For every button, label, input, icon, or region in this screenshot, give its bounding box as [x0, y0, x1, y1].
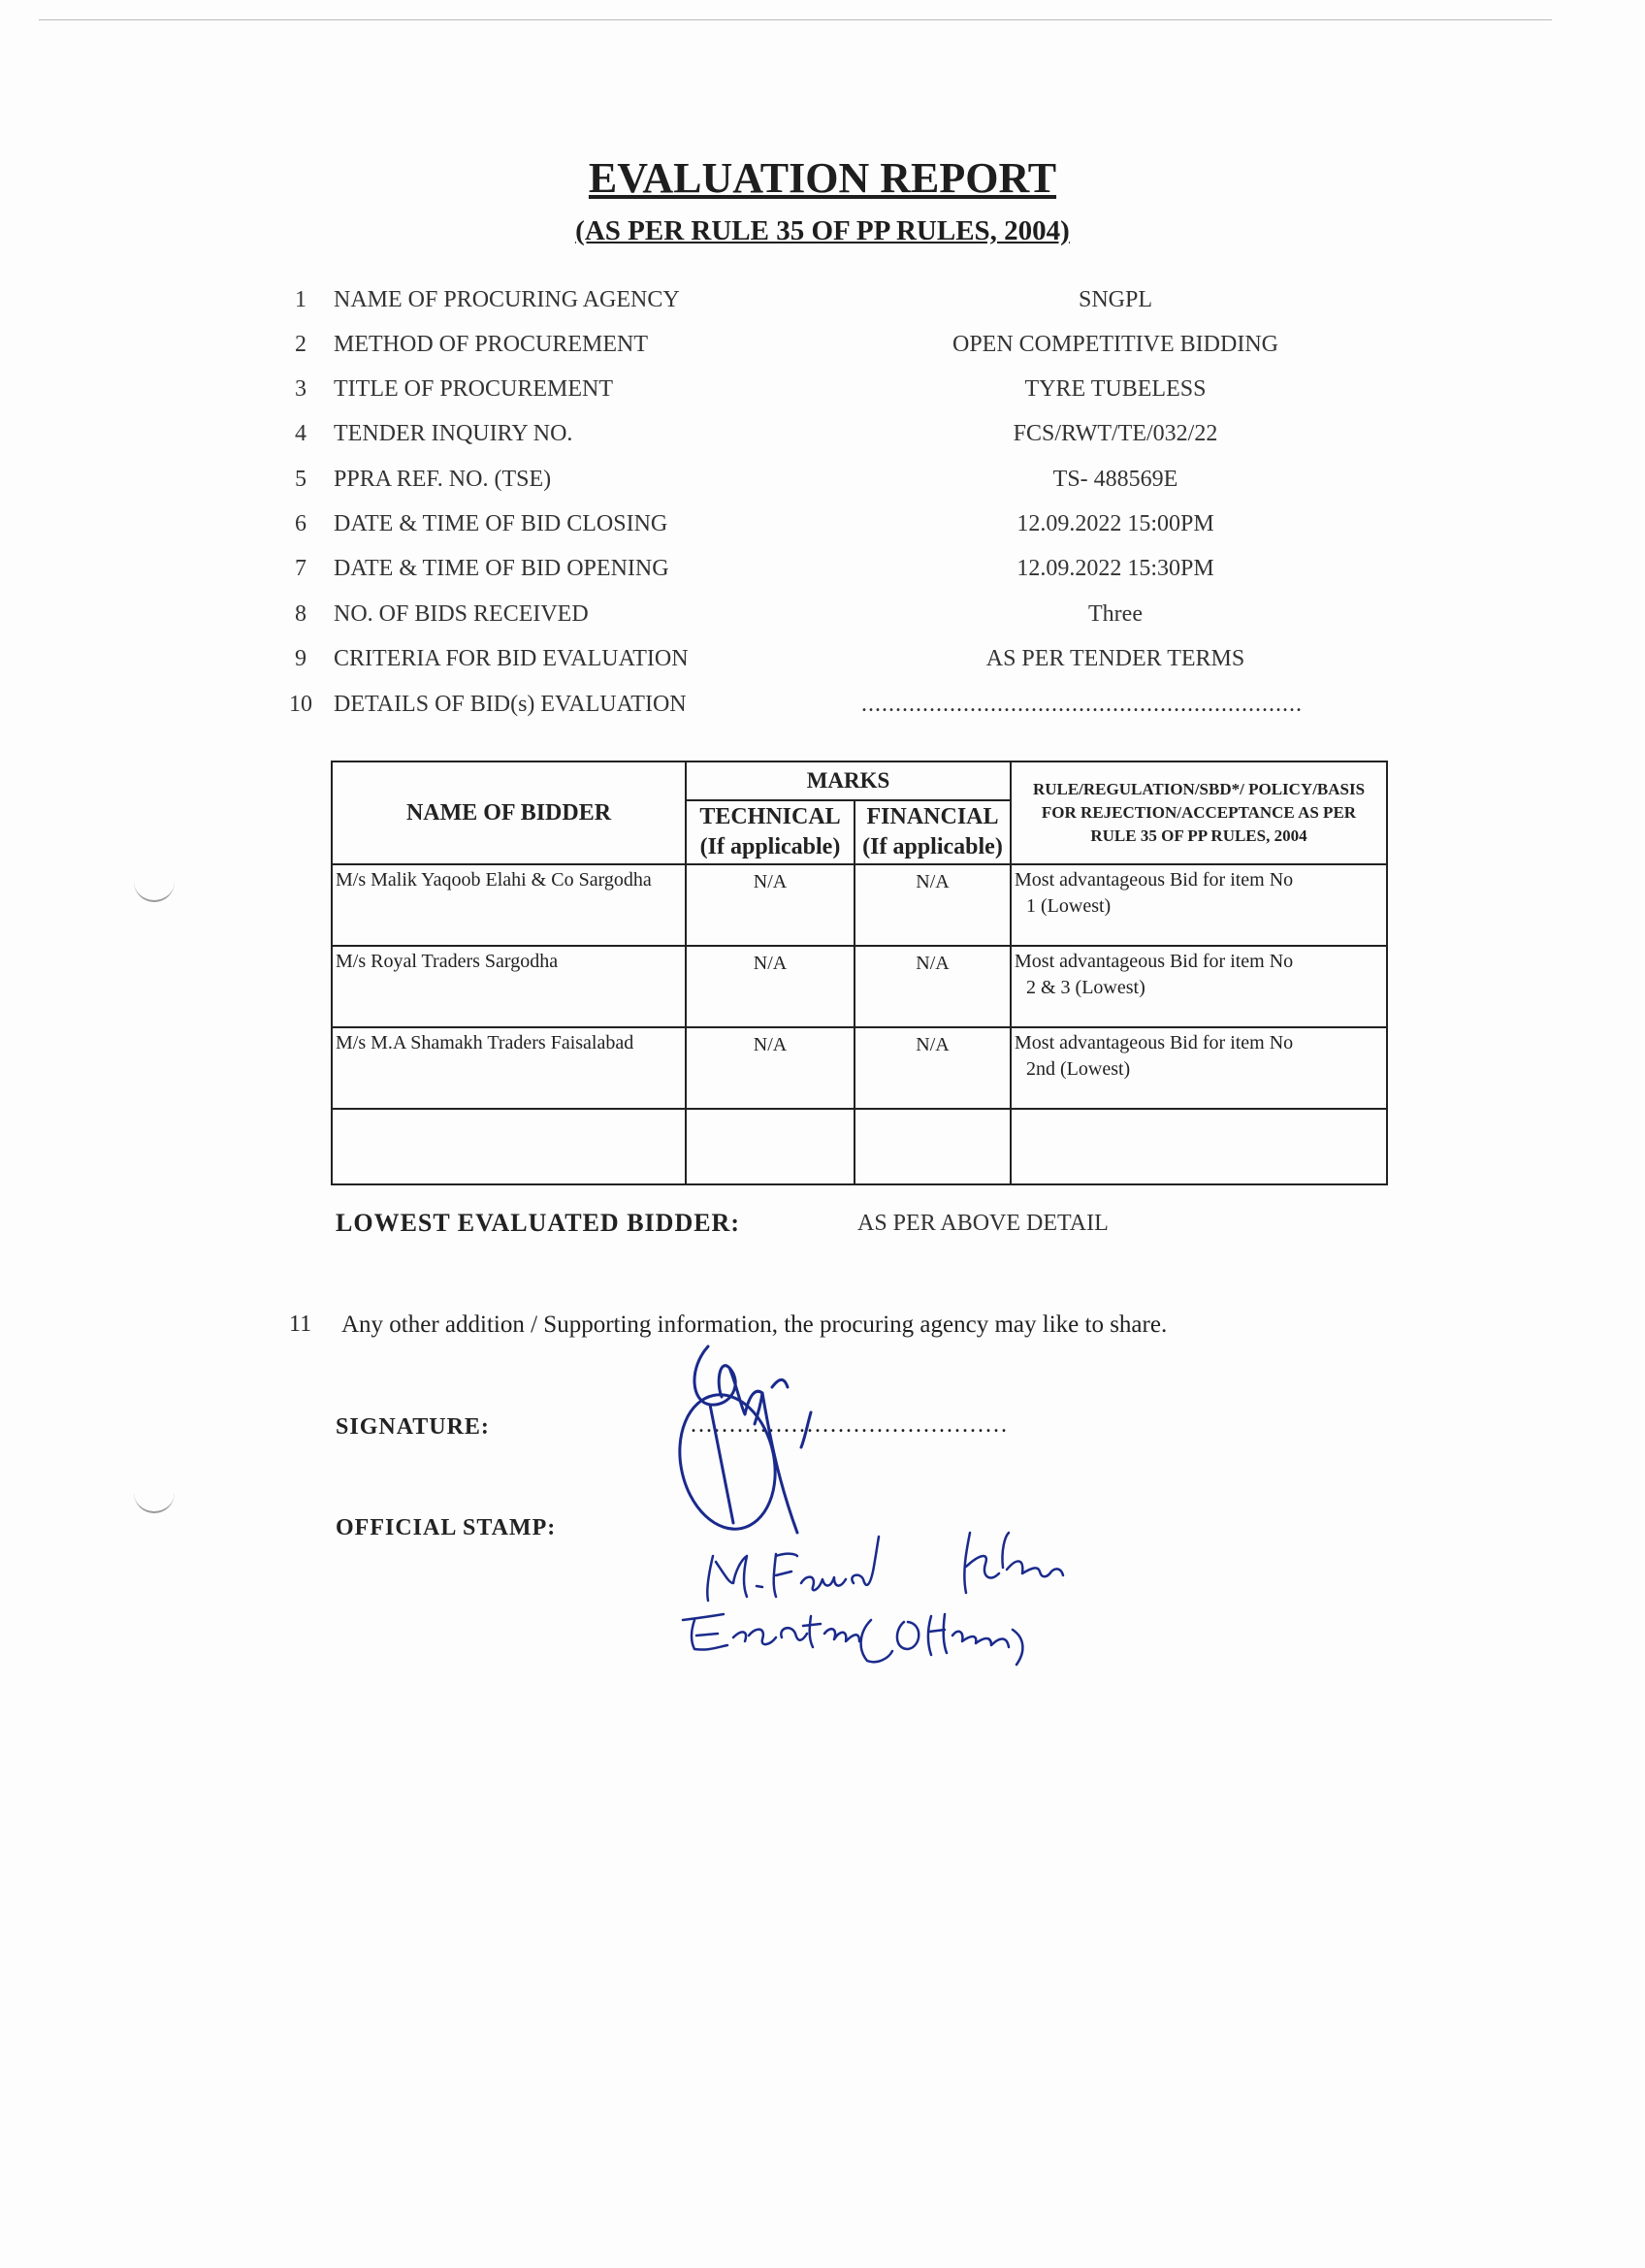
table-row: [332, 946, 1387, 1027]
empty-cell: [855, 1109, 1011, 1184]
row-value: OPEN COMPETITIVE BIDDING: [952, 332, 1278, 357]
report-title: EVALUATION REPORT: [588, 154, 1057, 202]
table-row: [332, 864, 1387, 946]
row-label: NAME OF PROCURING AGENCY: [334, 287, 680, 312]
row-number: 5: [295, 467, 306, 492]
header-technical-label: TECHNICAL: [699, 804, 841, 829]
rule-basis: [1011, 864, 1387, 946]
signature-line: .........................................: [691, 1412, 1009, 1438]
lowest-bidder-value: AS PER ABOVE DETAIL: [857, 1211, 1109, 1236]
signature-label: SIGNATURE:: [336, 1414, 490, 1440]
technical-marks: N/A: [686, 946, 855, 1027]
row-value: 12.09.2022 15:00PM: [1016, 511, 1214, 536]
empty-cell: [686, 1109, 855, 1184]
table-header-row: [332, 761, 1387, 800]
info-row: [0, 556, 1645, 600]
info-row: [0, 511, 1645, 556]
row-label: METHOD OF PROCUREMENT: [334, 332, 649, 357]
row-value: AS PER TENDER TERMS: [985, 646, 1245, 671]
info-row: [0, 332, 1645, 376]
row-label: TITLE OF PROCUREMENT: [334, 376, 613, 402]
row-number: 8: [295, 601, 306, 627]
info-row: [0, 646, 1645, 691]
info-row: [0, 467, 1645, 511]
rule-basis-line: Most advantageous Bid for item No: [1015, 1032, 1294, 1053]
row-number: 6: [295, 511, 306, 536]
table-row-empty: [332, 1109, 1387, 1184]
row-label: NO. OF BIDS RECEIVED: [334, 601, 589, 627]
header-financial-note: (If applicable): [862, 834, 1003, 859]
row-value: Three: [1088, 601, 1143, 627]
row-value: FCS/RWT/TE/032/22: [1013, 421, 1218, 446]
technical-marks: N/A: [686, 1027, 855, 1109]
empty-cell: [1011, 1109, 1387, 1184]
row-value: 12.09.2022 15:30PM: [1016, 556, 1214, 581]
info-row: [0, 376, 1645, 421]
bidder-name: M/s M.A Shamakh Traders Faisalabad: [332, 1027, 686, 1109]
rule-basis: [1011, 1027, 1387, 1109]
row-number: 1: [295, 287, 306, 312]
rule-basis: [1011, 946, 1387, 1027]
technical-marks: N/A: [686, 864, 855, 946]
header-financial: [855, 800, 1011, 864]
info-row: [0, 421, 1645, 466]
rule-basis-line: 2nd (Lowest): [1026, 1058, 1131, 1080]
info-row: [0, 287, 1645, 332]
rule-basis-line: Most advantageous Bid for item No: [1015, 951, 1294, 972]
rule-basis-line: Most advantageous Bid for item No: [1015, 869, 1294, 891]
financial-marks: N/A: [855, 946, 1011, 1027]
punch-hole-mark: [134, 881, 175, 902]
header-financial-label: FINANCIAL: [866, 804, 999, 829]
row-label: DETAILS OF BID(s) EVALUATION: [334, 692, 687, 717]
row-value: TS- 488569E: [1052, 467, 1178, 492]
row-label: TENDER INQUIRY NO.: [334, 421, 573, 446]
row-value-dotted-line: .................................................................: [861, 692, 1303, 717]
info-row: [0, 601, 1645, 646]
row-number: 10: [289, 692, 312, 717]
financial-marks: N/A: [855, 864, 1011, 946]
header-marks: MARKS: [686, 761, 1011, 800]
bid-evaluation-table: [331, 761, 1388, 1185]
empty-cell: [332, 1109, 686, 1184]
header-technical: [686, 800, 855, 864]
row-number: 9: [295, 646, 306, 671]
row-label: DATE & TIME OF BID OPENING: [334, 556, 669, 581]
row-number: 2: [295, 332, 306, 357]
item-11-number: 11: [289, 1312, 312, 1337]
row-value: TYRE TUBELESS: [1024, 376, 1207, 402]
row-number: 3: [295, 376, 306, 402]
row-value: SNGPL: [1078, 287, 1153, 312]
table-row: [332, 1027, 1387, 1109]
rule-basis-line: 2 & 3 (Lowest): [1026, 977, 1145, 998]
lowest-bidder-label: LOWEST EVALUATED BIDDER:: [336, 1209, 740, 1237]
bidder-name: M/s Royal Traders Sargodha: [332, 946, 686, 1027]
financial-marks: N/A: [855, 1027, 1011, 1109]
row-label: PPRA REF. NO. (TSE): [334, 467, 552, 492]
header-rule-basis: RULE/REGULATION/SBD*/ POLICY/BASIS FOR REJECTION/ACCEPTANCE AS PER RULE 35 OF PP RULES, 2004: [1011, 761, 1387, 864]
official-stamp-label: OFFICIAL STAMP:: [336, 1515, 557, 1540]
bidder-name: M/s Malik Yaqoob Elahi & Co Sargodha: [332, 864, 686, 946]
header-name-of-bidder: NAME OF BIDDER: [332, 761, 686, 864]
row-number: 4: [295, 421, 306, 446]
handwritten-signature: [640, 1329, 1106, 1678]
punch-hole-mark: [134, 1492, 175, 1513]
rule-basis-line: 1 (Lowest): [1026, 895, 1112, 917]
info-row: [0, 692, 1645, 736]
row-number: 7: [295, 556, 306, 581]
row-label: CRITERIA FOR BID EVALUATION: [334, 646, 689, 671]
report-subtitle: (AS PER RULE 35 OF PP RULES, 2004): [575, 215, 1070, 246]
scan-edge-line: [39, 19, 1552, 20]
row-label: DATE & TIME OF BID CLOSING: [334, 511, 668, 536]
header-technical-note: (If applicable): [699, 834, 841, 859]
item-11-text: Any other addition / Supporting information, the procuring agency may like to share.: [341, 1312, 1168, 1338]
